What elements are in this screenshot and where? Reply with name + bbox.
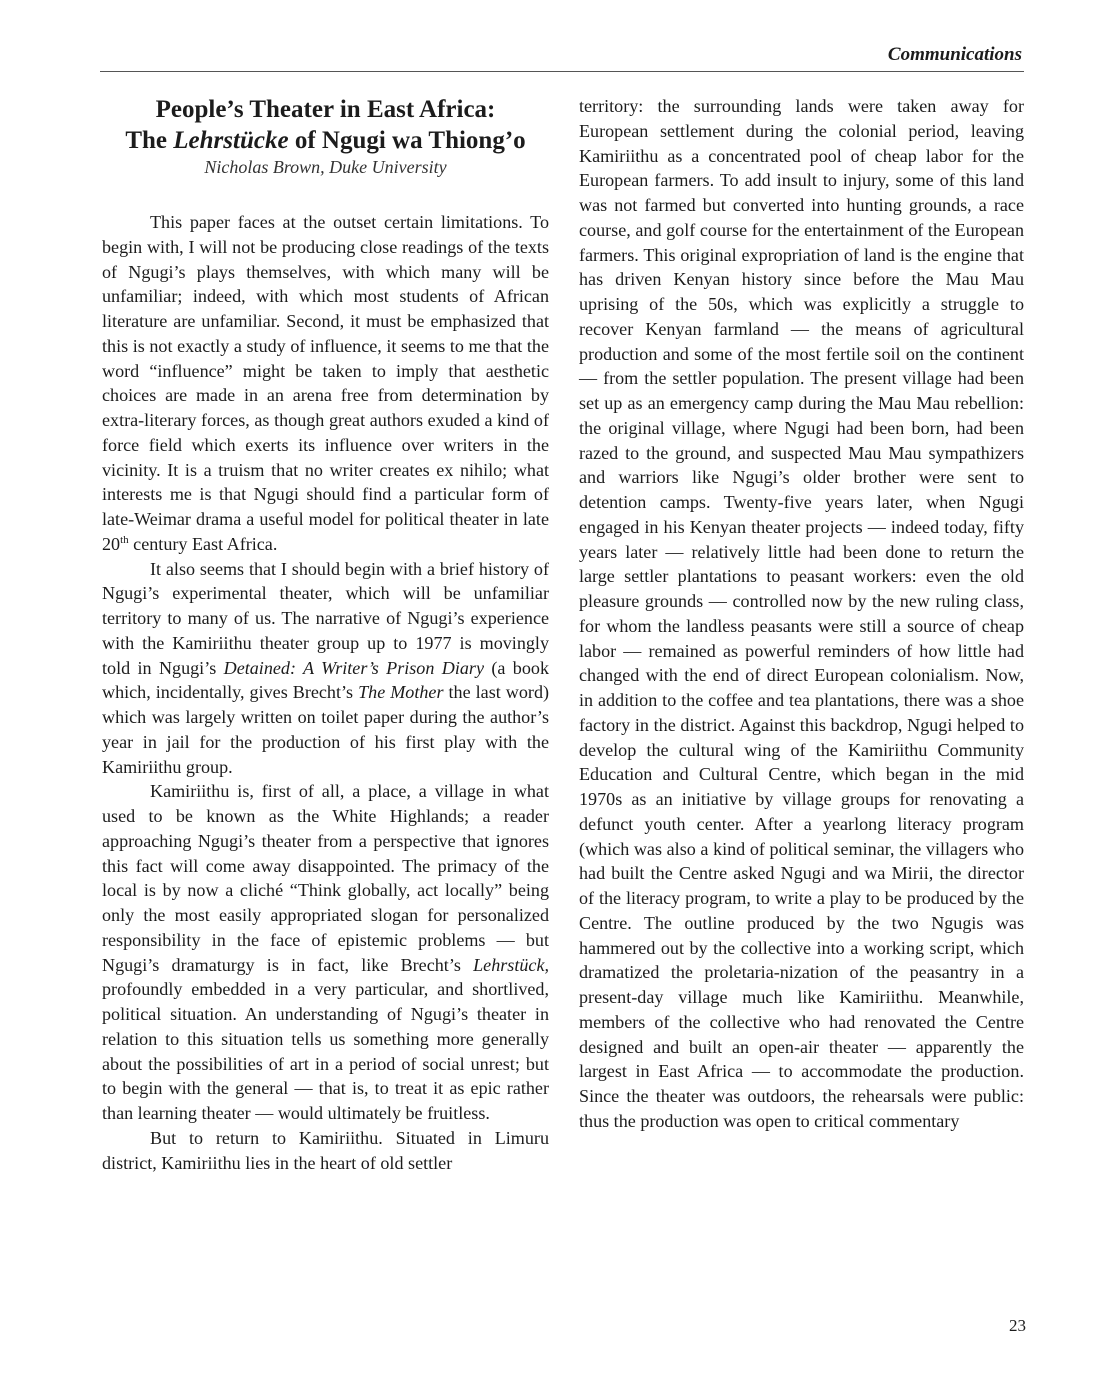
play-title-the-mother: The Mother <box>358 682 444 703</box>
paragraph-4-continued: territory: the surrounding lands were taken away for European settlement during the colonial period, leaving Kamiriithu as a concentrated pool of cheap labor for the European farmers. To add insult to injury, some of this land was not farmed but converted into hunting grounds, a race course, and golf course for the entertainment of the European farmers. This original expropriation of land is the engine that has driven Kenyan history since before the Mau Mau uprising of the 50s, which was explicitly a struggle to recover Kenyan farmland — the means of agricultural production and some of the most fertile soil on the continent — from the settler population. The present village had been set up as an emergency camp during the Mau Mau rebellion: the original village, where Ngugi had been born, had been razed to the ground, and suspected Mau Mau sympathizers and warriors like Ngugi’s older brother were sent to detention camps. Twenty-five years later, when Ngugi engaged in his Kenyan theater projects — indeed today, fifty years later — relatively little had been done to return the large settler plantations to peasant workers: even the old pleasure grounds — controlled now by the new ruling class, for whom the landless peasants were still a source of cheap labor — remained as powerful reminders of how little had changed with the end of direct European colonialism. Now, in addition to the coffee and tea plantations, there was a shoe factory in the district. Against this backdrop, Ngugi helped to develop the cultural wing of the Kamiriithu Community Education and Cultural Centre, which began in the mid 1970s as an initiative by village groups for renovating a defunct youth center. After a yearlong literacy program (which was also a kind of political seminar, the villagers who had built the Centre asked Ngugi and wa Mirii, the director of the literacy program, to write a play to be produced by the Centre. The outline produced by the two Ngugis was hammered out by the collective into a working script, which dramatized the proletaria-nization of the peasantry in a present-day village much like Kamiriithu. Meanwhile, members of the collective who had renovated the Centre designed and built an open-air theater — apparently the largest in East Africa — to accommodate the production. Since the theater was outdoors, the rehearsals were public: thus the production was open to critical commentary <box>579 96 1024 1131</box>
title-suffix: of Ngugi wa Thiong’o <box>288 127 526 154</box>
paragraph-2 <box>102 557 549 780</box>
article-byline: Nicholas Brown, Duke University <box>204 157 447 177</box>
paragraph-2-text-end: the last word) which was largely written on toilet paper during the author’s year in jail for the production of his first play with the Kamiriithu group. <box>102 682 550 777</box>
paragraph-3 <box>102 779 549 1126</box>
term-lehrstuck: Lehrstück, <box>473 954 549 975</box>
book-title-detained: Detained: A Writer’s Prison Diary <box>223 657 484 678</box>
paragraph-3-text-end: profoundly embedded in a very particular, and shortlived, political situation. An understanding of Ngugi’s theater in relation to this situation tells us something more generally about the possibilities of art in a period of social unrest; but to begin with the general — that is, to treat it as epic rather than learning theater — would ultimately be fruitless. <box>102 979 549 1123</box>
ordinal-suffix: th <box>120 533 129 546</box>
paragraph-2-text-mid: (a book which, incidentally, gives Brecht’s <box>102 657 549 703</box>
paragraph-1-text-end: century East Africa. <box>128 533 278 554</box>
page-number: 23 <box>1009 1316 1026 1335</box>
left-column <box>102 94 549 1175</box>
article-title-line-1: People’s Theater in East Africa: <box>155 96 496 123</box>
paragraph-1-text: This paper faces at the outset certain limitations. To begin with, I will not be producing close readings of the texts of Ngugi’s plays themselves, with which many will be unfamiliar; indeed, with which most students of African literature are unfamiliar. Second, it must be emphasized that this is not exactly a study of influence, it seems to me that the word “influence” might be taken to imply that aesthetic choices are made in an arena free from determination by extra-literary forces, as though great authors exuded a kind of force field which exerts its influence over writers in the vicinity. It is a truism that no writer creates ex nihilo; what interests me is that Ngugi should find a particular form of late-Weimar drama a useful model for political theater in late 20 <box>102 212 549 554</box>
article-title-line-2 <box>102 125 549 156</box>
article-title-block <box>102 94 549 178</box>
paragraph-3-text: Kamiriithu is, first of all, a place, a village in what used to be known as the White Highlands; a reader approaching Ngugi’s theater from a perspective that ignores this fact will come away disappointed. The primacy of the local is by now a cliché “Think globally, act locally” being only the most easily appropriated slogan for personalized responsibility in the face of epistemic problems — but Ngugi’s dramaturgy is in fact, like Brecht’s <box>102 781 549 975</box>
header-rule <box>100 71 1024 72</box>
paragraph-1 <box>102 210 549 557</box>
title-prefix: The <box>125 127 174 154</box>
paragraph-2-text: It also seems that I should begin with a brief history of Ngugi’s experimental theater, which will be unfamiliar territory to many of us. The narrative of Ngugi’s experience with the Kamiriithu theater group up to 1977 is movingly told in Ngugi’s <box>102 558 549 678</box>
title-emphasis: Lehrstücke <box>173 127 289 154</box>
right-column <box>579 94 1024 1134</box>
running-header: Communications <box>887 44 1022 65</box>
paragraph-4: But to return to Kamiriithu. Situated in Limuru district, Kamiriithu lies in the heart of old settler <box>102 1127 549 1173</box>
